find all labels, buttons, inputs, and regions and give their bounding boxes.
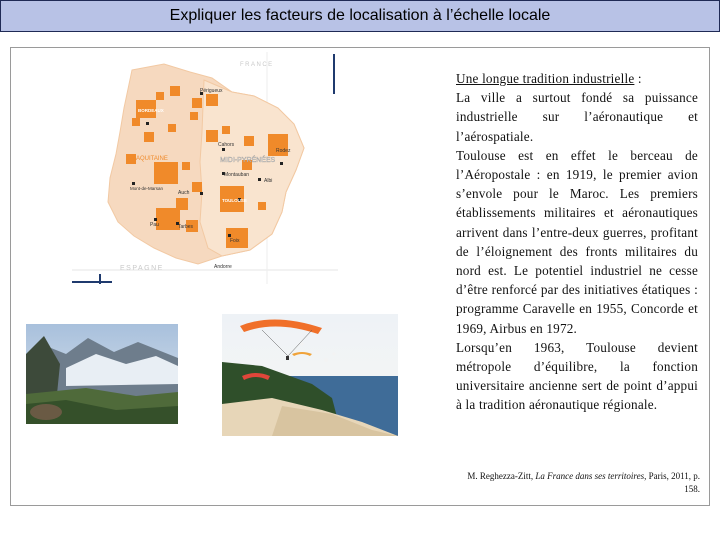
text-column [456, 69, 698, 415]
slide-title: Expliquer les facteurs de localisation à l’échelle locale [169, 7, 551, 24]
paragraph-1: La ville a surtout fondé sa puissance industrielle sur l’aéronautique et l’aérospatiale. [456, 90, 698, 144]
map-label-andorre: Andorre [214, 264, 232, 270]
paragraph-3: Lorsqu’en 1963, Toulouse devient métropole d’équilibre, la fonction universitaire ancienne sert de point d’appui à la tradition aéronautique régionale. [456, 339, 698, 413]
map-label-espagne: ESPAGNE [120, 265, 164, 272]
map-label-cahors: Cahors [218, 142, 235, 148]
map-label-aquitaine: AQUITAINE [136, 156, 168, 162]
map-label-france: FRANCE [240, 62, 274, 68]
map-label-midi-pyrenees: MIDI-PYRÉNÉES [220, 157, 276, 164]
map-label-perigueux: Périgueux [200, 88, 223, 94]
map-label-albi: Albi [264, 178, 273, 184]
citation-author: M. Reghezza-Zitt, [467, 471, 534, 481]
map-label-auch: Auch [178, 190, 190, 196]
map-label-pau: Pau [150, 222, 159, 228]
map-label-bordeaux: BORDEAUX [138, 108, 164, 113]
map-label-mont-de-marsan: Mont-de-Marsan [130, 186, 164, 191]
citation-book: La France dans ses territoires [535, 471, 645, 481]
region-map [72, 52, 338, 284]
heading-line [456, 69, 698, 88]
photo-dune-paragliders [222, 314, 398, 436]
citation [456, 470, 700, 496]
section-heading: Une longue tradition industrielle [456, 71, 635, 86]
map-label-toulouse: TOULOUSE [222, 198, 247, 203]
map-label-rodez: Rodez [276, 148, 291, 154]
map-label-foix: Foix [230, 238, 240, 244]
map-label-tarbes: Tarbes [178, 224, 194, 230]
citation-rest: , Paris, 2011, p. 158. [644, 471, 700, 494]
map-label-montauban: Montauban [224, 172, 250, 178]
heading-suffix: : [634, 71, 642, 86]
slide-title-bar [0, 0, 720, 32]
paragraph-2: Toulouse est en effet le berceau de l’Aéropostale : en 1919, le premier avion s’envole pour le Maroc. Les premiers établissements militaires et aéronautiques arrivent dans l’entre-deux guerres, profitant de l’éloignement des fronts militaires du nord est. Le potentiel industriel ne cesse d’être renforcé par des initiatives étatiques : programme Caravelle en 1955, Concorde et 1969, Airbus en 1972. [456, 147, 698, 336]
photo-pyrenees-mountains [26, 324, 178, 424]
